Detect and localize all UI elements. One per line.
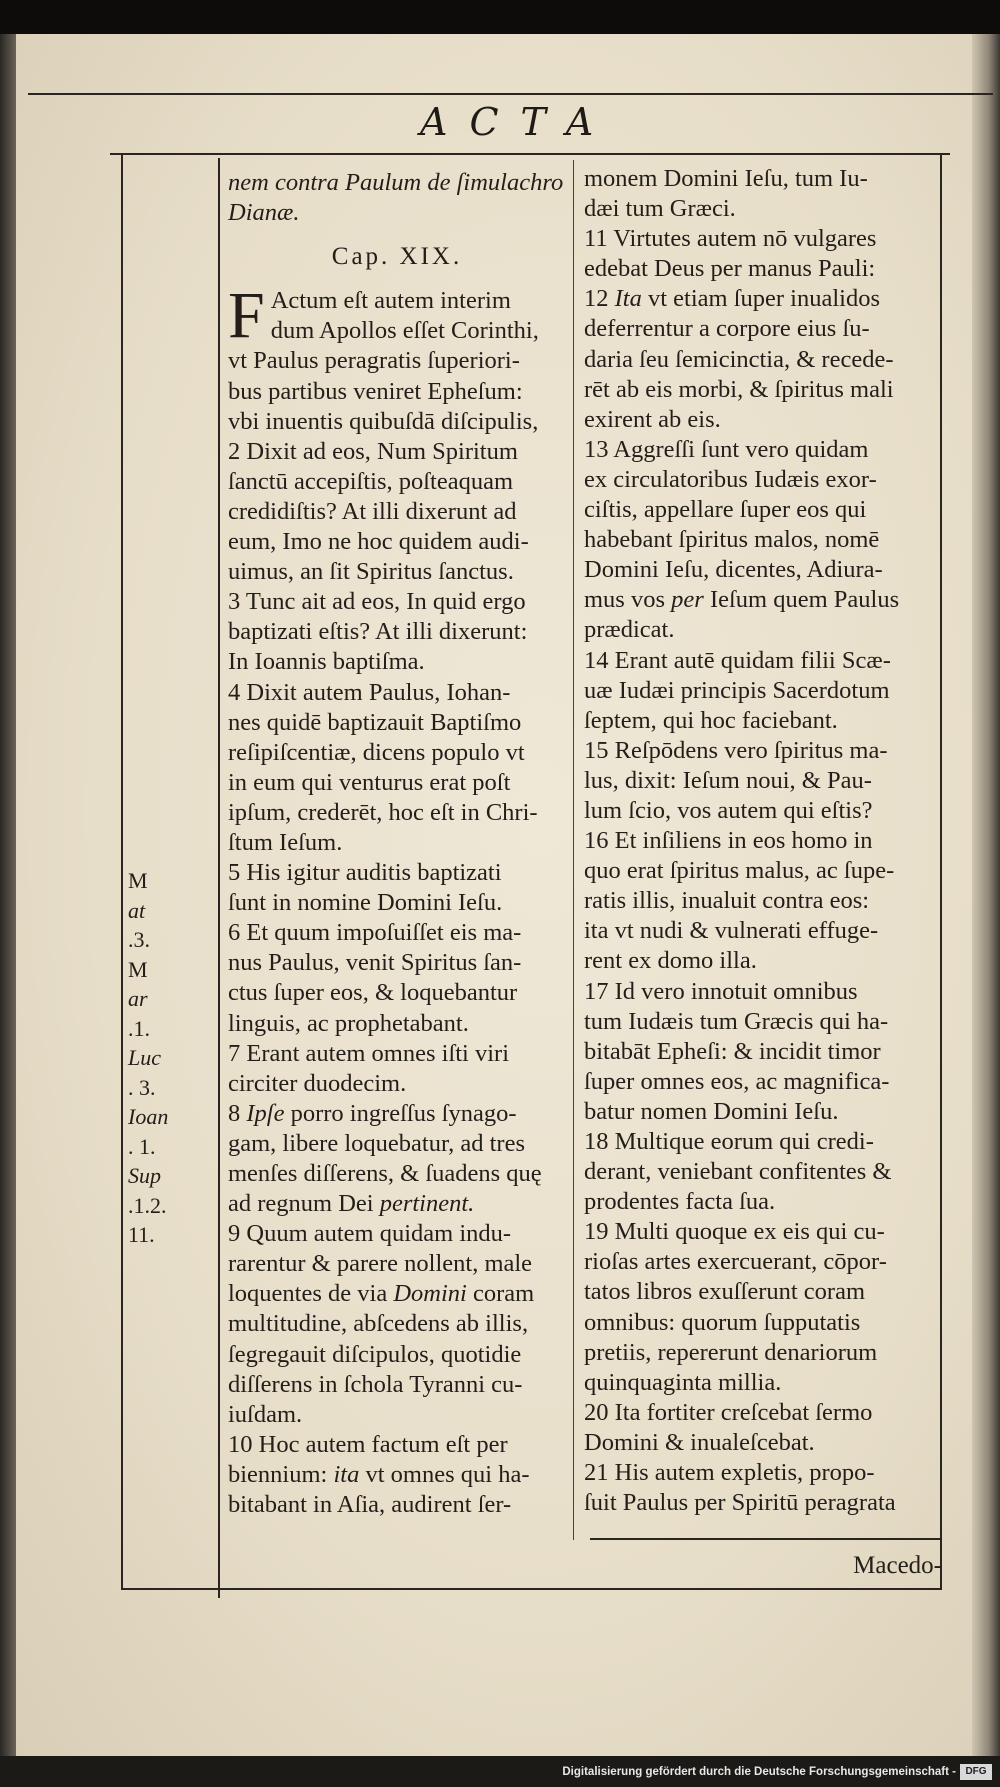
text-line [584, 585, 939, 615]
text-run: deferrentur a corpore eius ſu- [584, 315, 870, 343]
text-run: ſegregauit diſcipulos, quotidie [228, 1340, 522, 1368]
text-run: exirent ab eis. [584, 405, 721, 433]
text-run: lus, dixit: Ieſum noui, & Pau- [584, 766, 872, 794]
text-line [228, 527, 566, 557]
text-run: batur nomen Domini Ieſu. [584, 1097, 839, 1125]
catchword: Macedo- [853, 1552, 942, 1579]
text-line [228, 437, 566, 467]
text-run: ex circulatoribus Iudæis exor- [584, 465, 877, 493]
text-line [584, 676, 939, 706]
text-run: 18 Multique eorum qui credi- [584, 1128, 874, 1155]
text-line [584, 435, 939, 465]
dfg-logo: DFG [960, 1764, 992, 1780]
text-run: daria ſeu ſemicinctia, & recede- [584, 345, 894, 373]
text-line [584, 1007, 939, 1037]
text-run: iuſdam. [228, 1400, 303, 1428]
text-run: Actum eſt autem interim [270, 287, 511, 315]
bottom-frame-rule [121, 1588, 942, 1590]
text-line [228, 1460, 566, 1490]
text-line [228, 1009, 566, 1039]
italic-text: ita [333, 1460, 360, 1488]
text-run: 14 Erant autē quidam filii Scæ- [584, 646, 891, 674]
text-run: Domini Ieſu, dicentes, Adiura- [584, 556, 883, 584]
text-line [228, 286, 566, 316]
text-run: 20 Ita fortiter creſcebat ſermo [584, 1398, 873, 1426]
text-run: Ieſum quem Paulus [703, 586, 900, 614]
text-run: ſunt in nomine Domini Ieſu. [228, 889, 503, 917]
margin-reference [128, 1220, 223, 1250]
text-line [228, 1370, 566, 1400]
right-column-text [584, 164, 939, 1518]
text-line [228, 1430, 566, 1460]
top-rule [28, 93, 993, 95]
text-line [584, 465, 939, 495]
text-line [584, 1398, 939, 1428]
text-line [584, 1308, 939, 1338]
drop-cap: F [228, 279, 265, 353]
text-run: tum Iudæis tum Græcis qui ha- [584, 1007, 889, 1035]
text-run: 5 His igitur auditis baptizati [228, 859, 502, 887]
text-run: habebant ſpiritus malos, nomē [584, 526, 880, 554]
text-line [228, 918, 566, 948]
text-line [228, 888, 566, 918]
text-run: In Ioannis baptiſma. [228, 648, 425, 676]
italic-text: Luc [128, 1045, 161, 1070]
text-run: derant, veniebant confitentes & [584, 1158, 892, 1186]
text-line [228, 1099, 566, 1129]
text-run: quo erat ſpiritus malus, ac ſupe- [584, 857, 895, 885]
text-line [584, 495, 939, 525]
text-line [584, 284, 939, 314]
text-run: ciſtis, appellare ſuper eos qui [584, 496, 867, 524]
text-run: prodentes facta ſua. [584, 1188, 776, 1216]
text-line [584, 254, 939, 284]
text-line [228, 407, 566, 437]
text-run: vt Paulus peragratis ſuperiori- [228, 347, 520, 375]
text-line [584, 1488, 939, 1518]
text-run: baptizati eſtis? At illi dixerunt: [228, 618, 528, 646]
text-run: monem Domini Ieſu, tum Iu- [584, 165, 868, 192]
italic-text: Ita [614, 285, 642, 313]
text-run: porro ingreſſus ſynago- [284, 1099, 517, 1127]
digitization-credit: Digitalisierung gefördert durch die Deutsche Forschungsgemeinschaft - [562, 1766, 956, 1778]
text-run: nus Paulus, venit Spiritus ſan- [228, 949, 522, 977]
text-line [584, 977, 939, 1007]
text-line [228, 377, 566, 407]
text-run: lum ſcio, vos autem qui eſtis? [584, 796, 873, 824]
text-line [584, 1157, 939, 1187]
text-line [584, 314, 939, 344]
text-line [228, 1159, 566, 1189]
text-line [584, 525, 939, 555]
text-run: ipſum, crederēt, hoc eſt in Chri- [228, 798, 538, 826]
text-line [584, 886, 939, 916]
italic-text: Dianæ. [228, 199, 300, 227]
text-line [584, 405, 939, 435]
text-run: 11 Virtutes autem nō vulgares [584, 225, 877, 253]
text-run: omnibus: quorum ſupputatis [584, 1308, 861, 1336]
text-run: ratis illis, inualuit contra eos: [584, 887, 870, 915]
text-run: .3. [128, 927, 150, 952]
text-run: 10 Hoc autem factum eſt per [228, 1430, 508, 1458]
text-line [584, 646, 939, 676]
text-run: uimus, an ſit Spiritus ſanctus. [228, 558, 514, 586]
text-line [228, 978, 566, 1008]
margin-reference [128, 955, 223, 1044]
text-line [228, 858, 566, 888]
text-run: . 1. [128, 1133, 156, 1159]
text-line [228, 557, 566, 587]
text-line [584, 375, 939, 405]
text-run: 7 Erant autem omnes iſti viri [228, 1039, 510, 1067]
text-line [228, 497, 566, 527]
text-run: edebat Deus per manus Pauli: [584, 255, 876, 283]
text-run: credidiſtis? At illi dixerunt ad [228, 497, 517, 525]
text-line [584, 1458, 939, 1488]
text-run: 4 Dixit autem Paulus, Iohan- [228, 678, 511, 706]
text-line [228, 1129, 566, 1159]
italic-text: nem contra Paulum de ſimulachro [228, 169, 564, 196]
text-run: 3 Tunc ait ad eos, In quid ergo [228, 588, 526, 616]
text-run: 6 Et quum impoſuiſſet eis ma- [228, 919, 522, 947]
scan-top-border [0, 0, 1000, 34]
text-run: M [128, 956, 148, 982]
text-line [584, 345, 939, 375]
text-line [228, 617, 566, 647]
text-run: gam, libere loquebatur, ad tres [228, 1129, 525, 1157]
text-line [584, 1247, 939, 1277]
text-run: Domini & inualeſcebat. [584, 1428, 815, 1456]
text-line [584, 916, 939, 946]
text-line [228, 467, 566, 497]
text-line [584, 1217, 939, 1247]
text-run: bitabāt Epheſi: & incidit timor [584, 1037, 881, 1065]
text-line [228, 708, 566, 738]
text-line [584, 1338, 939, 1368]
italic-text: pertinent. [379, 1190, 475, 1218]
text-line [228, 798, 566, 828]
text-run: 11. [128, 1222, 155, 1247]
text-run: ad regnum Dei [228, 1190, 380, 1218]
text-line [228, 1340, 566, 1370]
left-text-column [228, 168, 566, 1520]
italic-text: Sup [128, 1163, 161, 1188]
text-run: 8 [228, 1099, 247, 1127]
text-line [584, 736, 939, 766]
text-run: tatos libros exuſſerunt coram [584, 1278, 865, 1306]
text-line [228, 1490, 566, 1520]
text-run: ſeptem, qui hoc faciebant. [584, 706, 838, 734]
text-run: rēt ab eis morbi, & ſpiritus mali [584, 375, 894, 403]
italic-text: Ipſe [246, 1099, 285, 1127]
text-line [584, 766, 939, 796]
text-line [584, 164, 939, 194]
text-run: eum, Imo ne hoc quidem audi- [228, 528, 529, 556]
text-line [228, 738, 566, 768]
text-run: linguis, ac prophetabant. [228, 1009, 469, 1037]
text-run: bus partibus veniret Epheſum: [228, 377, 523, 405]
right-frame-rule [940, 153, 942, 1588]
text-run: menſes diſſerens, & ſuadens quę [228, 1160, 542, 1187]
header-rule [110, 153, 950, 155]
text-run: bitabant in Aſia, audirent ſer- [228, 1491, 512, 1519]
text-line [228, 587, 566, 617]
right-text-column [584, 164, 939, 1518]
text-line [228, 1279, 566, 1309]
text-run: M [128, 868, 148, 893]
scan-left-edge [0, 34, 16, 1756]
text-run: rarentur & parere nollent, male [228, 1250, 533, 1278]
text-line [228, 1249, 566, 1279]
text-line [584, 555, 939, 585]
text-run: 16 Et inſiliens in eos homo in [584, 827, 873, 855]
text-run: 21 His autem expletis, propo- [584, 1459, 875, 1487]
text-line [584, 194, 939, 224]
margin-reference [128, 1161, 223, 1220]
text-run: 9 Quum autem quidam indu- [228, 1220, 512, 1248]
text-run: .1.2. [128, 1192, 167, 1218]
margin-reference [128, 1043, 223, 1102]
italic-text: per [671, 586, 704, 614]
text-line [584, 1037, 939, 1067]
page-fore-edge [972, 34, 1000, 1756]
text-line [584, 1277, 939, 1307]
chapter-heading: Cap. XIX. [331, 243, 463, 271]
text-run: prædicat. [584, 616, 675, 644]
text-line [584, 1127, 939, 1157]
text-run: reſipiſcentiæ, dicens populo vt [228, 738, 525, 766]
text-run: loquentes de via [228, 1280, 394, 1308]
text-run: rent ex domo illa. [584, 947, 757, 975]
italic-text: ar [128, 986, 148, 1011]
text-run: uæ Iudæi principis Sacerdotum [584, 676, 890, 704]
text-line [228, 1219, 566, 1249]
text-run: ctus ſuper eos, & loquebantur [228, 979, 518, 1007]
text-line [584, 1428, 939, 1458]
text-line [584, 706, 939, 736]
text-line [584, 1187, 939, 1217]
margin-references [128, 866, 223, 1250]
text-line [228, 828, 566, 858]
text-line [584, 856, 939, 886]
text-run: biennium: [228, 1460, 334, 1488]
text-run: 13 Aggreſſi ſunt vero quidam [584, 435, 869, 463]
text-run: ſanctū accepiſtis, poſteaquam [228, 467, 514, 495]
text-run: pretiis, repererunt denariorum [584, 1338, 878, 1366]
margin-reference [128, 1102, 223, 1161]
text-run: vt etiam ſuper inualidos [641, 285, 880, 313]
italic-text: Ioan [128, 1104, 169, 1129]
text-line [584, 796, 939, 826]
summary-line [228, 198, 566, 228]
text-run: 15 Reſpōdens vero ſpiritus ma- [584, 736, 888, 764]
text-line [584, 1067, 939, 1097]
text-line [228, 1189, 566, 1219]
text-line [228, 1069, 566, 1099]
text-run: diſſerens in ſchola Tyranni cu- [228, 1370, 523, 1398]
text-run: rioſas artes exercuerant, cōpor- [584, 1248, 887, 1276]
text-run: .1. [128, 1015, 150, 1041]
text-line [584, 615, 939, 645]
text-run: 2 Dixit ad eos, Num Spiritum [228, 437, 518, 465]
text-run: in eum qui venturus erat poſt [228, 768, 511, 796]
running-head: ACTA [420, 100, 616, 144]
text-line [228, 316, 566, 346]
text-run: mus vos [584, 586, 672, 614]
margin-reference [128, 866, 223, 955]
text-line [228, 678, 566, 708]
text-run: circiter duodecim. [228, 1069, 407, 1097]
left-column-text [228, 279, 566, 1520]
text-line [584, 1368, 939, 1398]
bottom-text-rule [590, 1538, 940, 1540]
text-line [228, 1039, 566, 1069]
summary-line [228, 168, 566, 198]
column-divider-rule [573, 160, 574, 1540]
text-run: coram [466, 1280, 535, 1308]
text-run: vt omnes qui ha- [359, 1460, 530, 1488]
text-line [584, 946, 939, 976]
text-run: ita vt nudi & vulnerati effuge- [584, 917, 879, 945]
text-run: 17 Id vero innotuit omnibus [584, 977, 858, 1005]
text-line [584, 826, 939, 856]
text-run: nes quidē baptizauit Baptiſmo [228, 708, 522, 736]
text-line [584, 1097, 939, 1127]
text-line [228, 948, 566, 978]
text-run: ſuper omnes eos, ac magnifica- [584, 1067, 890, 1095]
text-run: dum Apollos eſſet Corinthi, [270, 317, 539, 345]
text-line [228, 647, 566, 677]
text-line [228, 1309, 566, 1339]
italic-text: Domini [393, 1280, 467, 1308]
italic-text: at [128, 897, 146, 923]
text-run: dæi tum Græci. [584, 195, 736, 223]
chapter-summary [228, 168, 566, 228]
text-run: multitudine, abſcedens ab illis, [228, 1310, 529, 1338]
text-run: ſuit Paulus per Spiritū peragrata [584, 1489, 896, 1517]
text-line [228, 768, 566, 798]
text-run: . 3. [128, 1074, 156, 1100]
text-run: vbi inuentis quibuſdā diſcipulis, [228, 407, 539, 435]
text-line [228, 1400, 566, 1430]
text-run: 19 Multi quoque ex eis qui cu- [584, 1218, 885, 1246]
text-run: 12 [584, 285, 615, 313]
text-line [584, 224, 939, 254]
text-line [228, 346, 566, 376]
text-run: quinquaginta millia. [584, 1368, 782, 1396]
left-frame-rule [121, 153, 123, 1588]
text-run: ſtum Ieſum. [228, 828, 343, 856]
